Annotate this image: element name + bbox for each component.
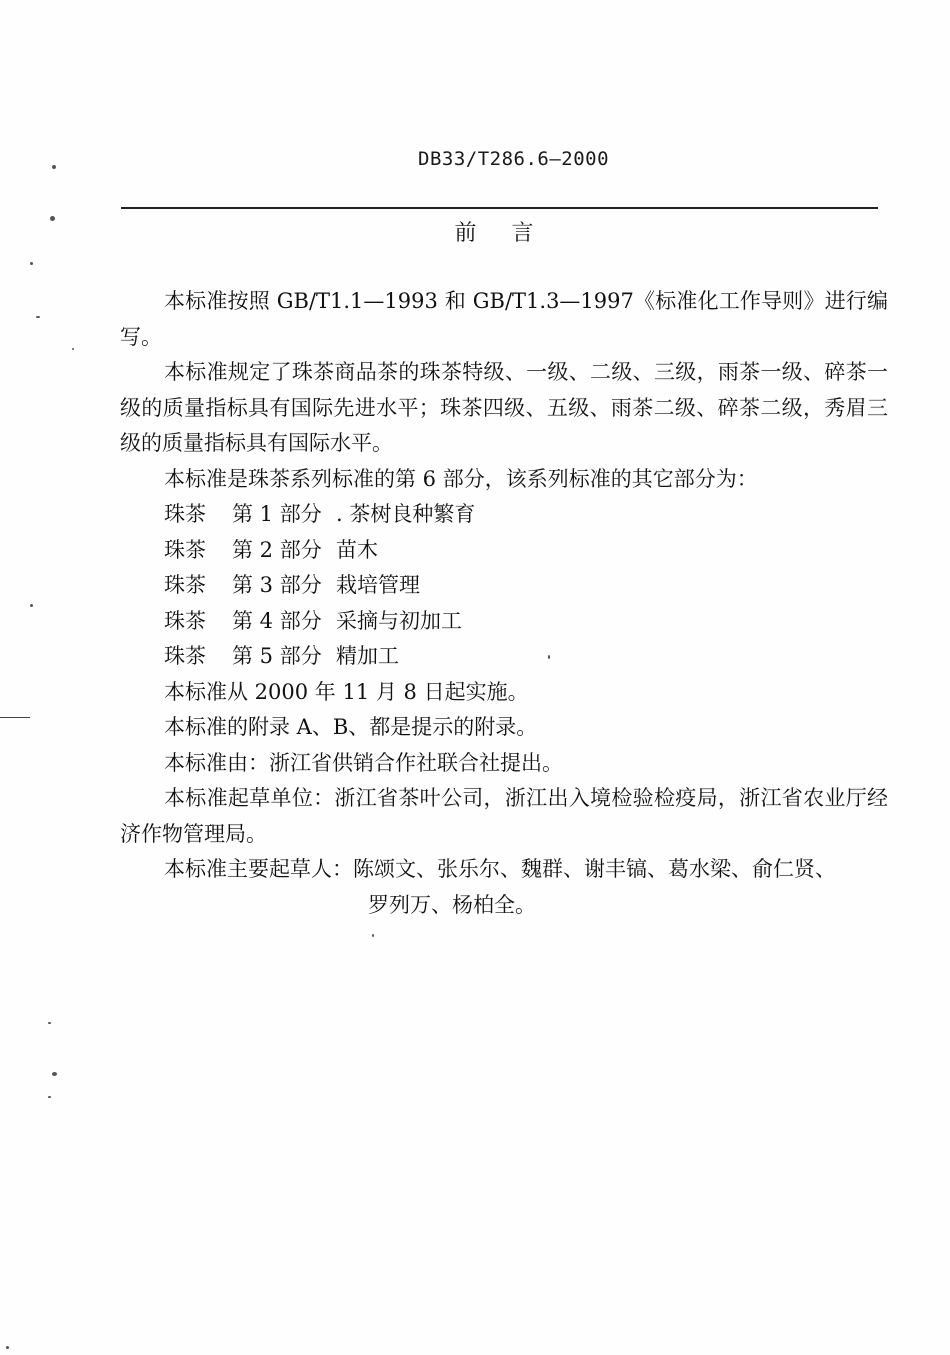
paragraph-scope: 本标准规定了珠茶商品茶的珠茶特级、一级、二级、三级，雨茶一级、碎茶一级的质量指标具有国际先进水平；珠茶四级、五级、雨茶二级、碎茶二级，秀眉三级的质量指标具有国际水平。: [120, 360, 888, 455]
paragraph-appendix: 本标准的附录 A、B、都是提示的附录。: [164, 715, 538, 739]
scan-speck: [30, 262, 33, 265]
part-row: [120, 568, 888, 604]
scan-speck: [48, 1096, 51, 1098]
scan-speck: [6, 1346, 9, 1349]
part-row: [120, 604, 888, 640]
part-series-name: 珠茶: [164, 537, 206, 562]
scan-speck: [52, 1072, 57, 1076]
header-divider: [121, 207, 878, 209]
standard-code: DB33/T286.6—2000: [418, 148, 610, 170]
part-number: 第 1 部分: [232, 502, 322, 526]
paragraph-proposer: 本标准由：浙江省供销合作社联合社提出。: [164, 750, 563, 775]
scan-speck: [30, 604, 33, 607]
paragraph-effective-date: 本标准从 2000 年 11 月 8 日起实施。: [164, 679, 529, 704]
part-title: 苗木: [336, 537, 378, 562]
scan-speck: [48, 1022, 51, 1024]
foreword-body: [120, 284, 888, 923]
paragraph-basis: 本标准按照 GB/T1.1—1993 和 GB/T1.3—1997《标准化工作导则》进行编写。: [120, 289, 888, 349]
part-title: 栽培管理: [336, 573, 420, 597]
part-number: 第 4 部分: [232, 608, 322, 633]
part-series-name: 珠茶: [164, 502, 206, 526]
part-row: [120, 533, 888, 569]
paragraph-drafters: 本标准主要起草人：陈颂文、张乐尔、魏群、谢丰镐、葛水梁、俞仁贤、: [164, 857, 836, 881]
paragraph-drafters-continued: 罗列万、杨柏全。: [368, 892, 536, 917]
scan-speck: [36, 316, 40, 318]
part-title: 采摘与初加工: [336, 608, 462, 633]
part-row: [120, 639, 888, 675]
section-title: 前 言: [454, 221, 548, 246]
scan-edge-line: [0, 717, 30, 718]
part-number: 第 5 部分: [232, 644, 322, 668]
part-title: 精加工: [336, 644, 399, 668]
part-series-name: 珠茶: [164, 573, 206, 597]
paragraph-series: 本标准是珠茶系列标准的第 6 部分，该系列标准的其它部分为：: [164, 466, 758, 491]
scan-speck: [372, 934, 374, 937]
part-title: . 茶树良种繁育: [336, 502, 476, 526]
part-series-name: 珠茶: [164, 644, 206, 668]
part-series-name: 珠茶: [164, 608, 206, 633]
part-number: 第 2 部分: [232, 537, 322, 562]
part-row: [120, 497, 888, 533]
scan-speck: [52, 165, 56, 169]
scan-speck: [50, 216, 55, 221]
scan-speck: [548, 655, 550, 659]
scan-speck: [72, 348, 74, 350]
part-number: 第 3 部分: [232, 573, 322, 597]
paragraph-drafting-units: 本标准起草单位：浙江省茶叶公司，浙江出入境检验检疫局，浙江省农业厅经济作物管理局。: [120, 786, 888, 846]
